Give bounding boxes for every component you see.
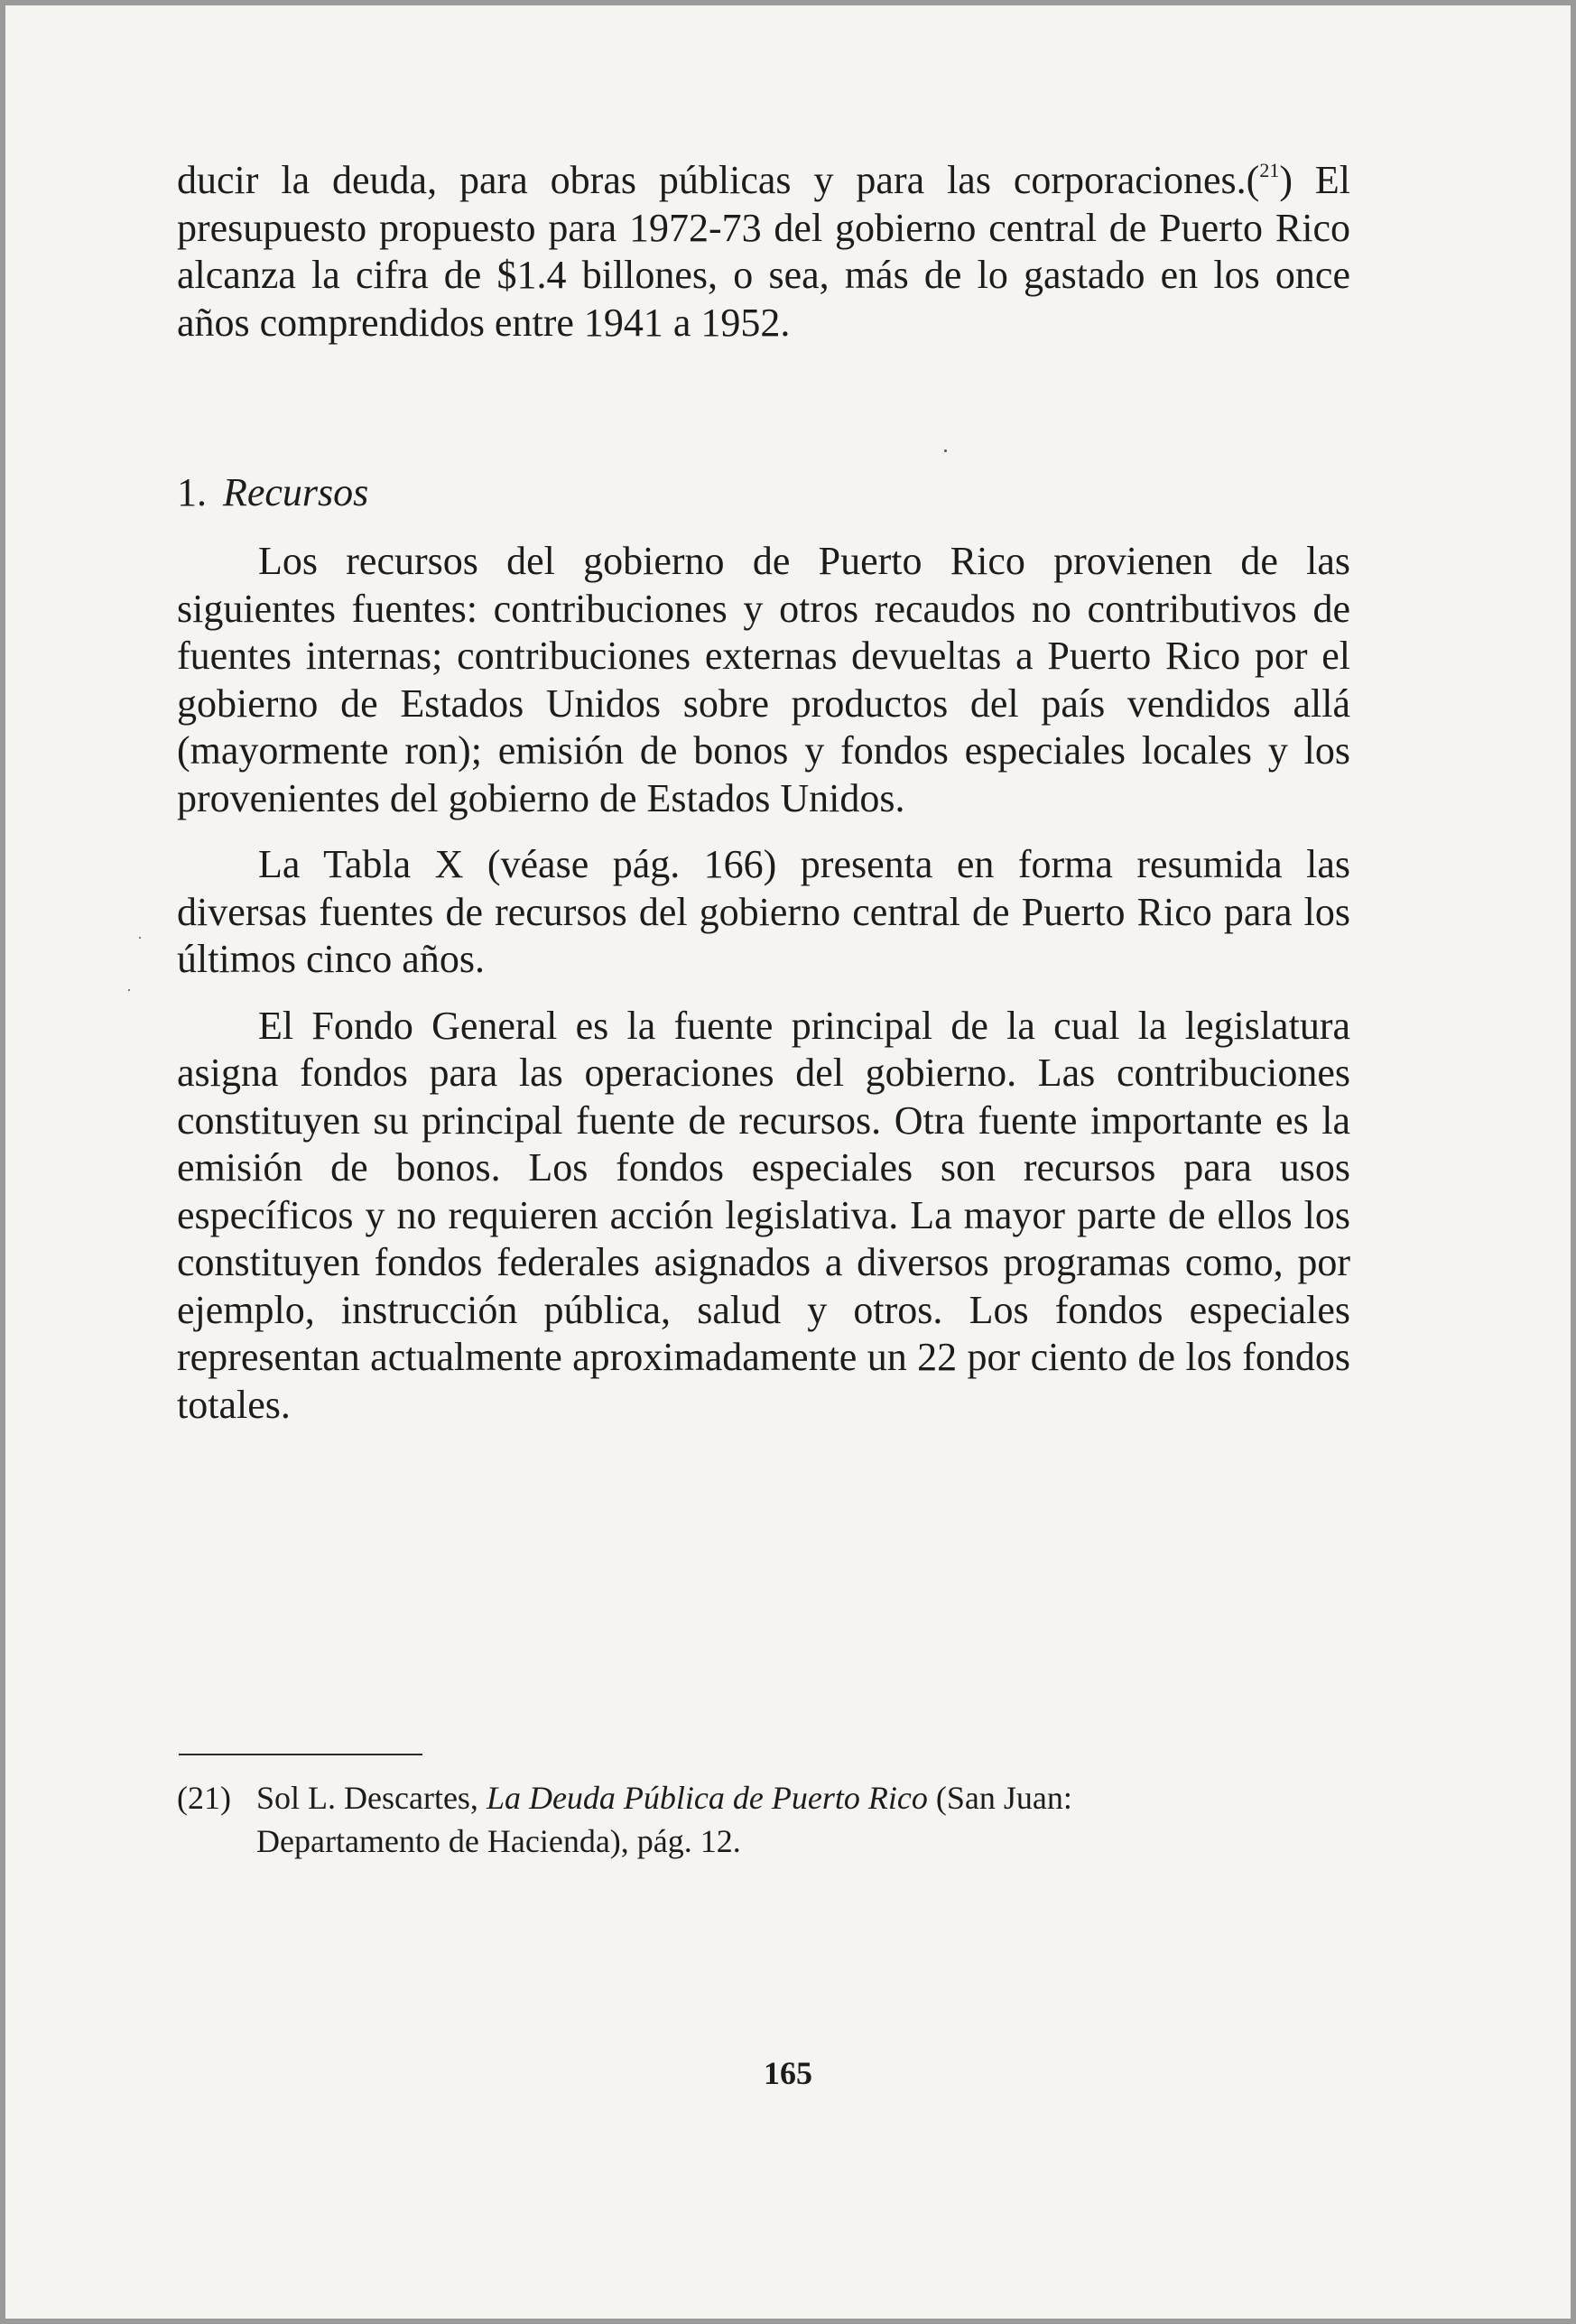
footnote-title: La Deuda Pública de Puerto Rico (486, 1780, 928, 1816)
footnote-marker: (21) (177, 1780, 231, 1816)
section-heading (177, 469, 368, 516)
page-number: 165 (764, 2055, 812, 2091)
opening-text: ducir la deuda, para obras públicas y para las corporaciones.( (177, 158, 1260, 202)
section-title: Recursos (223, 470, 369, 514)
section-number: 1. (177, 470, 207, 514)
footnote-line (177, 1776, 1350, 1819)
opening-text-continued: ) El presupuesto propuesto para 1972-73 del gobierno central de Puerto Rico alcanza la cifra de $1.4 billones, o sea, más de lo gastado en los once años comprendidos entre 1941 a 1952. (177, 158, 1351, 345)
print-speck (944, 449, 947, 452)
footnote (177, 1776, 1350, 1863)
paragraph-tabla: La Tabla X (véase pág. 166) presenta en forma resumida las diversas fuentes de recursos del gobierno central de Puerto Rico para los últimos cinco años. (177, 842, 1350, 981)
book-page (5, 5, 1571, 2319)
section-body (177, 538, 1350, 1429)
print-speck (139, 937, 141, 939)
footnote-reference: 21 (1259, 159, 1280, 181)
footnote-author: Sol L. Descartes, (256, 1780, 478, 1816)
paragraph-fondo-general: El Fondo General es la fuente principal de la cual la legislatura asigna fondos para las operaciones del gobierno. Las contribuciones constituyen su principal fuente de recursos. Otra fuente importante es la emisión de bonos. Los fondos especiales son recursos para usos específicos y no requieren acción legislativa. La mayor parte de ellos los constituyen fondos federales asignados a diversos programas como, por ejemplo, instrucción pública, salud y otros. Los fondos especiales representan actualmente aproximadamente un 22 por ciento de los fondos totales. (177, 1003, 1350, 1427)
opening-paragraph (177, 157, 1350, 347)
paragraph-recursos: Los recursos del gobierno de Puerto Rico provienen de las siguientes fuentes: contribuciones y otros recaudos no contributivos de fuentes internas; contribuciones externas devueltas a Puerto Rico por el gobierno de Estados Unidos sobre productos del país vendidos allá (mayormente ron); emisión de bonos y fondos especiales locales y los provenientes del gobierno de Estados Unidos. (177, 539, 1350, 820)
footnote-continuation: Departamento de Hacienda), pág. 12. (256, 1823, 741, 1859)
print-speck (128, 989, 130, 991)
footnote-place: (San Juan: (935, 1780, 1072, 1816)
footnote-divider (179, 1754, 422, 1755)
